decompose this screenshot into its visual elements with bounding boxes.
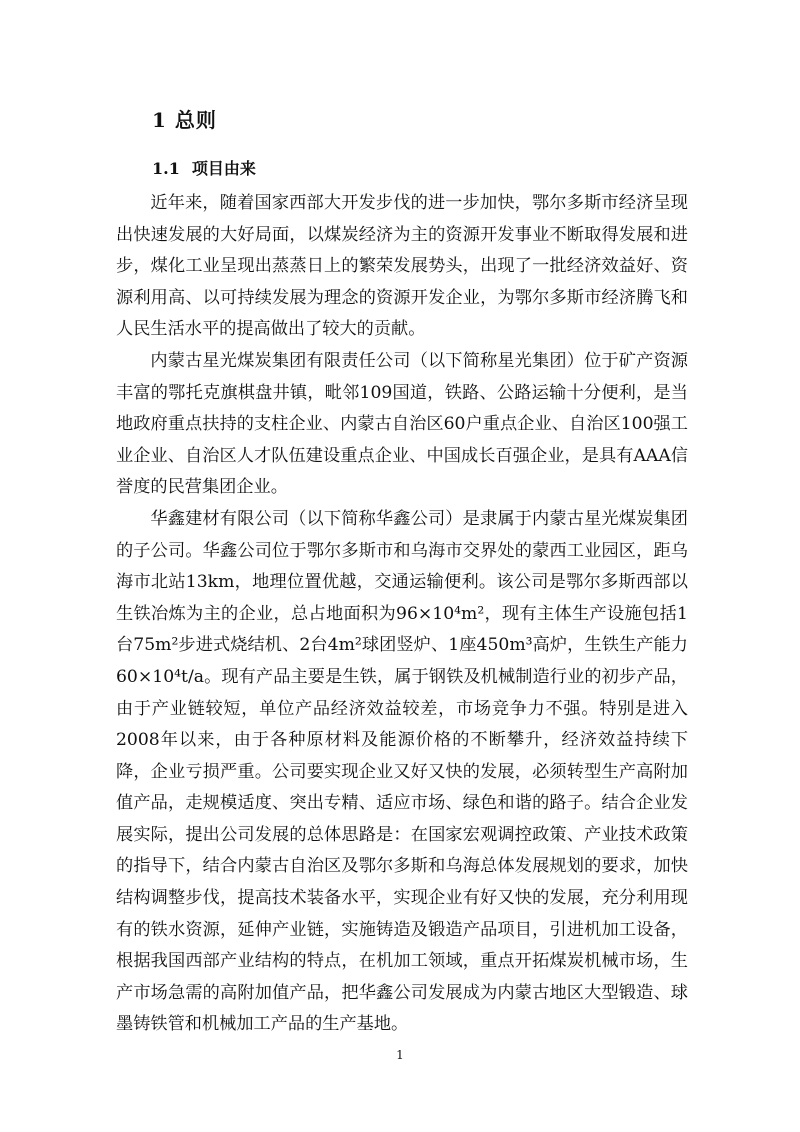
section-title: 项目由来 [191,159,256,178]
page-number: 1 [396,1048,404,1062]
section-number: 1.1 [152,159,180,178]
section-heading [152,156,256,179]
paragraph-3: 华鑫建材有限公司（以下简称华鑫公司）是隶属于内蒙古星光煤炭集团的子公司。华鑫公司位于鄂尔多斯市和乌海市交界处的蒙西工业园区，距乌海市北站13km，地理位置优越，交通运输便利。该公司是鄂尔多斯西部以生铁冶炼为主的企业，总占地面积为96×10⁴m²，现有主体生产设施包括1台75m²步进式烧结机、2台4m²球团竖炉、1座450m³高炉，生铁生产能力60×10⁴t/a。现有产品主要是生铁，属于钢铁及机械制造行业的初步产品，由于产业链较短，单位产品经济效益较差，市场竞争力不强。特别是进入2008年以来，由于各种原材料及能源价格的不断攀升，经济效益持续下降，企业亏损严重。公司要实现企业又好又快的发展，必须转型生产高附加值产品，走规模适度、突出专精、适应市场、绿色和谐的路子。结合企业发展实际，提出公司发展的总体思路是：在国家宏观调控政策、产业技术政策的指导下，结合内蒙古自治区及鄂尔多斯和乌海总体发展规划的要求，加快结构调整步伐，提高技术装备水平，实现企业有好又快的发展，充分利用现有的铁水资源，延伸产业链，实施铸造及锻造产品项目，引进机加工设备，根据我国西部产业结构的特点，在机加工领域，重点开拓煤炭机械市场，生产市场急需的高附加值产品，把华鑫公司发展成为内蒙古地区大型锻造、球墨铸铁管和机械加工产品的生产基地。 [116,508,688,1035]
paragraph-1: 近年来，随着国家西部大开发步伐的进一步加快，鄂尔多斯市经济呈现出快速发展的大好局面，以煤炭经济为主的资源开发事业不断取得发展和进步，煤化工业呈现出蒸蒸日上的繁荣发展势头，出现了一批经济效益好、资源利用高、以可持续发展为理念的资源开发企业，为鄂尔多斯市经济腾飞和人民生活水平的提高做出了较大的贡献。 [116,193,688,340]
body-text [116,188,688,1041]
chapter-title: 1 总则 [152,108,217,132]
paragraph-2: 内蒙古星光煤炭集团有限责任公司（以下简称星光集团）位于矿产资源丰富的鄂托克旗棋盘井镇，毗邻109国道，铁路、公路运输十分便利，是当地政府重点扶持的支柱企业、内蒙古自治区60户重点企业、自治区100强工业企业、自治区人才队伍建设重点企业、中国成长百强企业，是具有AAA信誉度的民营集团企业。 [116,350,688,498]
